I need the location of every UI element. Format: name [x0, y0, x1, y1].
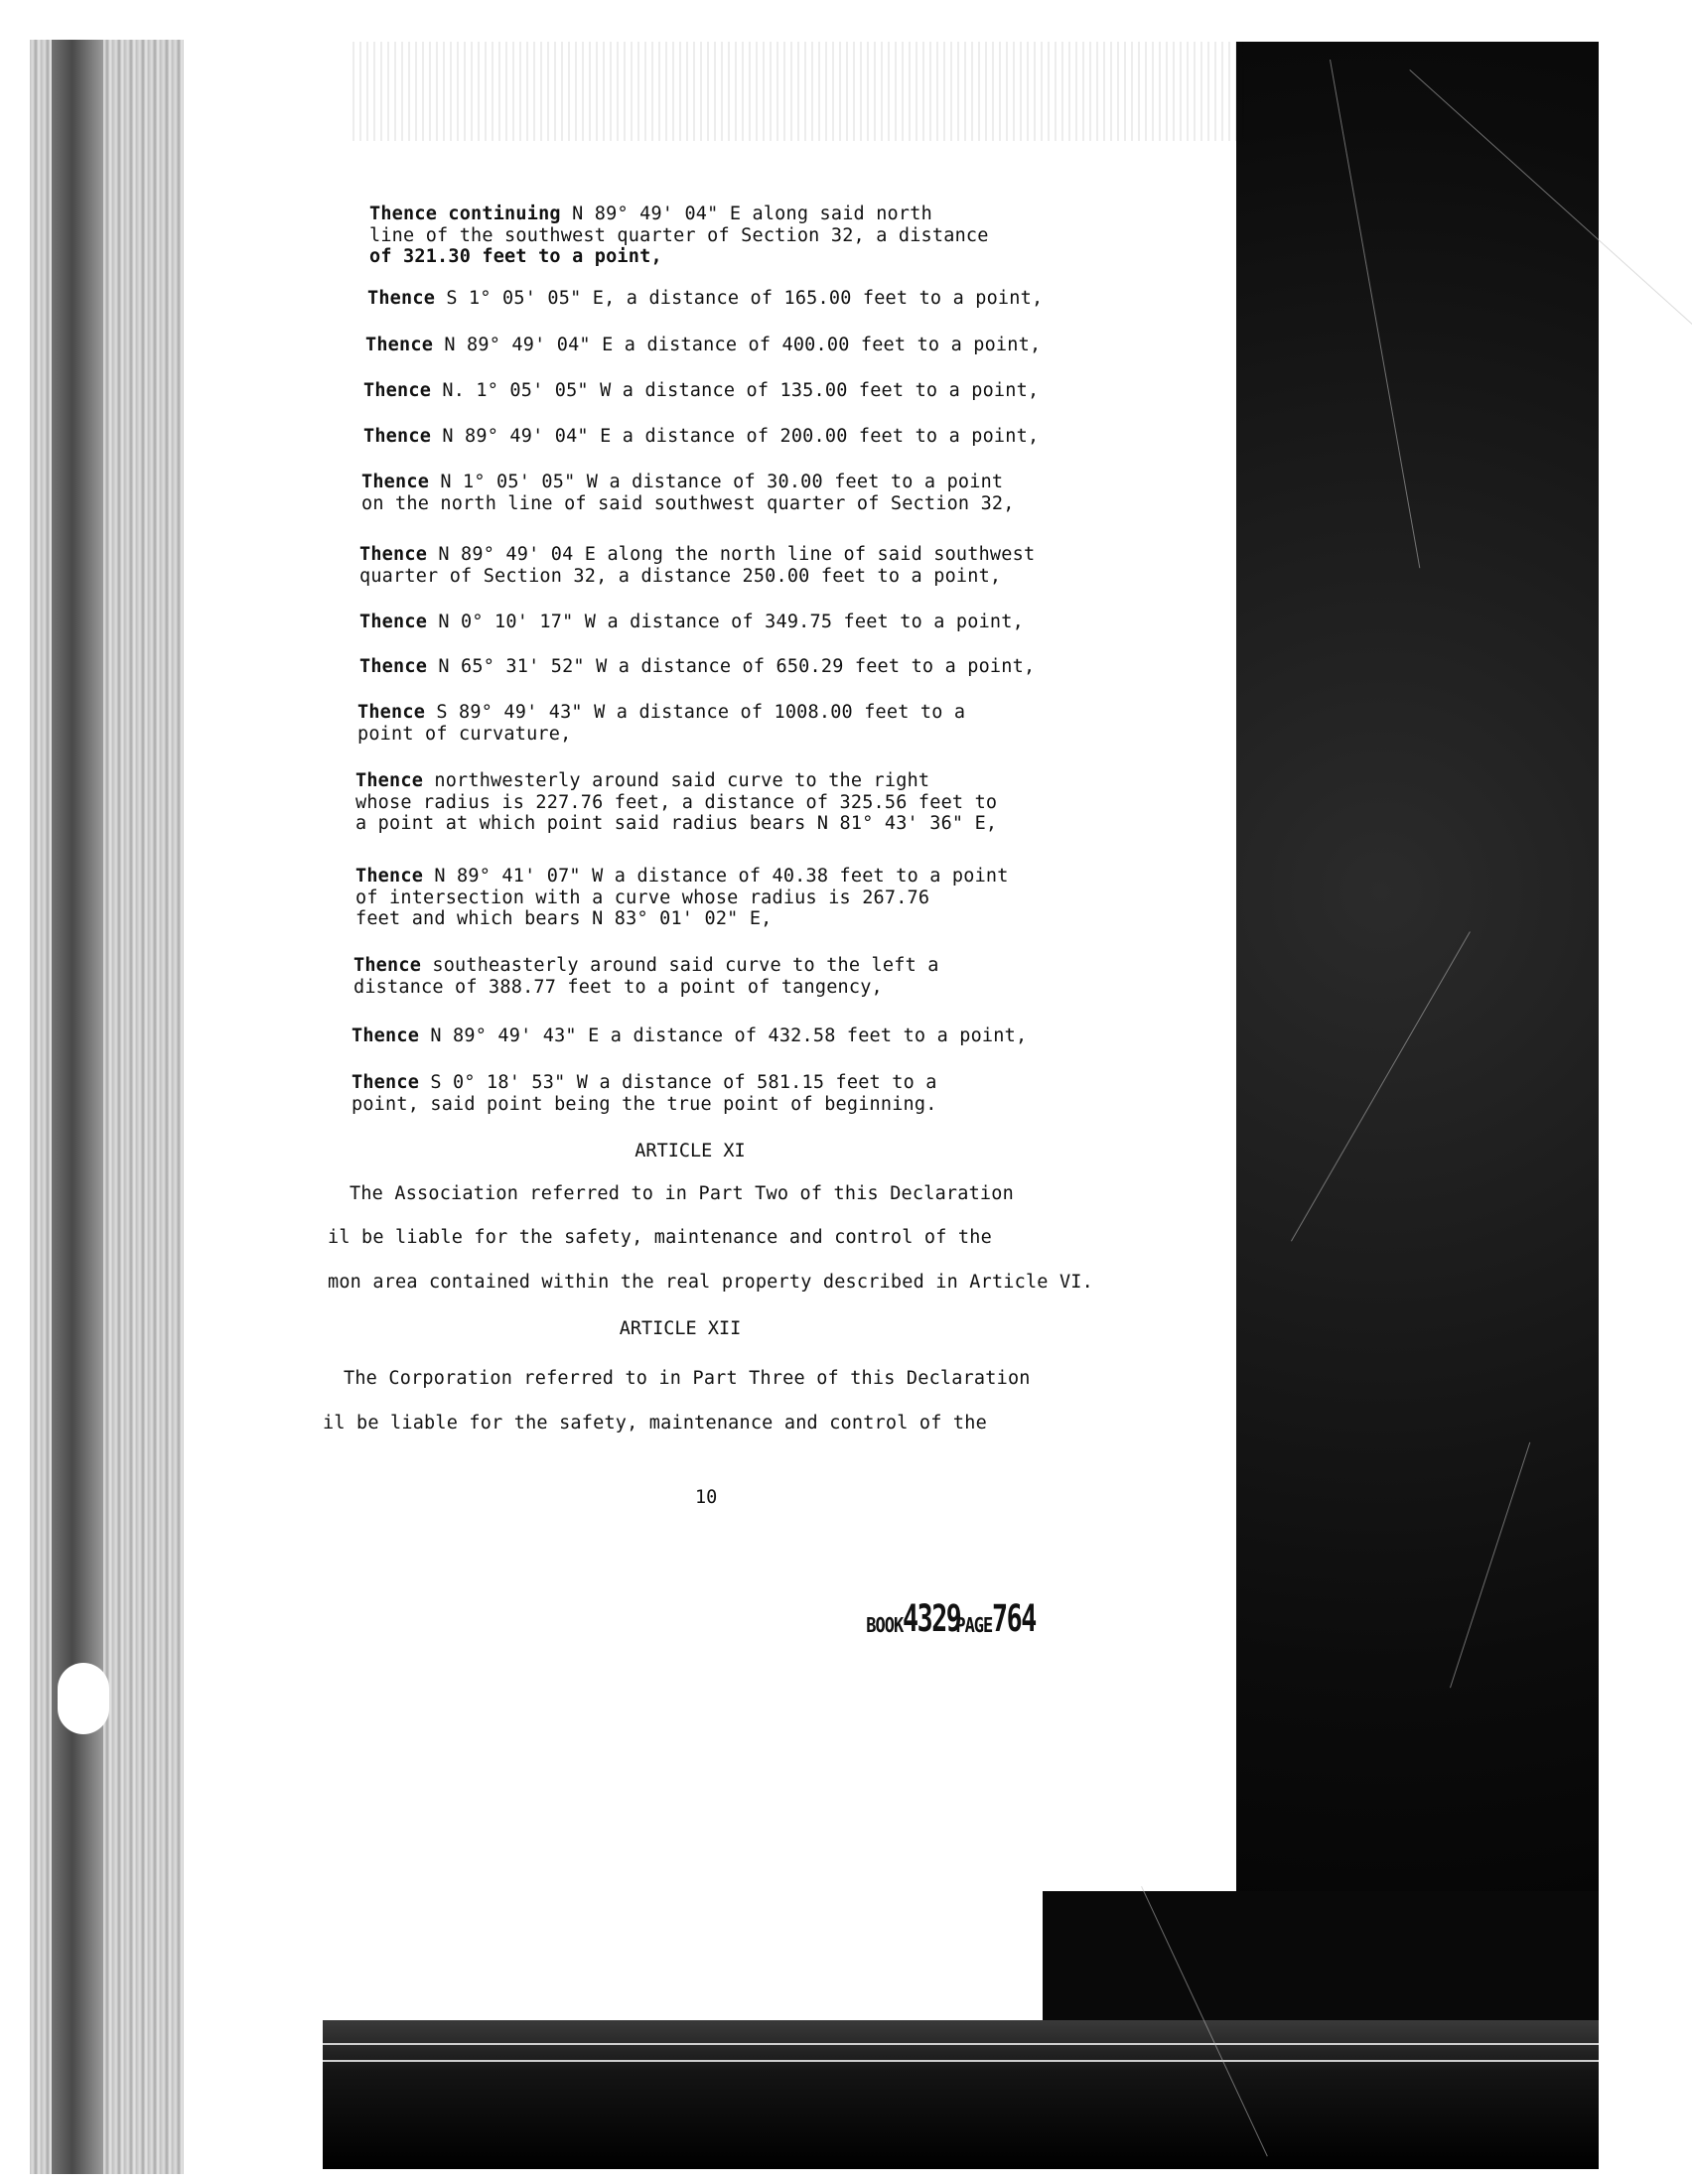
dark-background: [1236, 42, 1599, 2166]
course-paragraph: [363, 426, 1039, 448]
course-line: Thence southeasterly around said curve to the left a: [353, 955, 939, 976]
course-lead: Thence continuing: [369, 204, 561, 224]
course-paragraph: [355, 770, 997, 835]
course-lead: Thence: [359, 544, 428, 565]
course-line: Thence continuing N 89° 49' 04" E along said north: [369, 204, 932, 224]
course-paragraph: [359, 544, 1035, 587]
course-line: Thence N 89° 49' 04" E a distance of 200.00 feet to a point,: [363, 426, 1040, 447]
course-lead: Thence: [352, 1025, 420, 1046]
punch-hole: [58, 1663, 109, 1734]
course-lead: Thence: [352, 1072, 420, 1093]
course-lead: Thence: [359, 612, 428, 632]
course-lead: Thence: [363, 380, 432, 401]
course-lead: Thence: [359, 656, 428, 677]
course-line: Thence N 65° 31' 52" W a distance of 650.29 feet to a point,: [359, 656, 1036, 677]
course-paragraph: [365, 335, 1041, 356]
course-line: Thence N 1° 05' 05" W a distance of 30.00 feet to a point: [361, 472, 1004, 492]
course-line: on the north line of said southwest quarter of Section 32,: [361, 492, 1015, 514]
course-line: of intersection with a curve whose radius is 267.76: [355, 887, 930, 908]
course-line: Thence N 89° 49' 04 E along the north line of said southwest: [359, 544, 1036, 565]
course-lead: Thence: [365, 335, 434, 355]
article-xii-heading: ARTICLE XII: [619, 1318, 742, 1339]
course-line: Thence N 89° 41' 07" W a distance of 40.38 feet to a point: [355, 866, 1009, 887]
course-paragraph: [363, 380, 1039, 402]
course-lead: Thence: [361, 472, 430, 492]
course-line: distance of 388.77 feet to a point of tangency,: [353, 976, 883, 998]
course-line: feet and which bears N 83° 01' 02" E,: [355, 908, 773, 929]
article-xi-line: il be liable for the safety, maintenance and control of the: [328, 1227, 992, 1248]
course-line: Thence N. 1° 05' 05" W a distance of 135.00 feet to a point,: [363, 380, 1040, 401]
recorded-page-number: 764: [992, 1597, 1037, 1640]
page-label: PAGE: [955, 1614, 993, 1638]
course-paragraph: [352, 1072, 937, 1115]
course-line: quarter of Section 32, a distance 250.00 feet to a point,: [359, 565, 1002, 587]
course-line: a point at which point said radius bears N 81° 43' 36" E,: [355, 813, 998, 834]
course-line: point, said point being the true point of beginning.: [352, 1093, 937, 1115]
course-line: point of curvature,: [357, 723, 572, 745]
course-paragraph: [361, 472, 1015, 514]
course-paragraph: [359, 656, 1035, 678]
course-paragraph: [355, 866, 1009, 930]
article-xii-line: The Corporation referred to in Part Three of this Declaration: [344, 1368, 1031, 1389]
course-lead: Thence: [355, 770, 424, 791]
scan-edge-core: [52, 40, 103, 2174]
page-number: 10: [695, 1487, 718, 1508]
article-xii-line: il be liable for the safety, maintenance and control of the: [323, 1413, 987, 1433]
course-line: Thence N 89° 49' 04" E a distance of 400.00 feet to a point,: [365, 335, 1042, 355]
book-number: 4329: [903, 1597, 961, 1640]
course-line: Thence S 89° 49' 43" W a distance of 1008.00 feet to a: [357, 702, 966, 723]
course-paragraph: [367, 288, 1043, 310]
article-xi-line: mon area contained within the real property described in Article VI.: [328, 1272, 1093, 1293]
course-line: whose radius is 227.76 feet, a distance of 325.56 feet to: [355, 791, 998, 813]
table-edge-line: [323, 2043, 1599, 2045]
course-lead: Thence: [367, 288, 436, 309]
course-paragraph: [357, 702, 965, 745]
page-top-grain: [352, 42, 1246, 141]
table-edge-line: [323, 2060, 1599, 2062]
course-line: of 321.30 feet to a point,: [369, 246, 662, 267]
course-line: Thence S 1° 05' 05" E, a distance of 165.00 feet to a point,: [367, 288, 1044, 309]
course-lead: Thence: [353, 955, 422, 976]
course-line: Thence S 0° 18' 53" W a distance of 581.15 feet to a: [352, 1072, 937, 1093]
course-lead: Thence: [357, 702, 426, 723]
course-line: Thence northwesterly around said curve to the right: [355, 770, 930, 791]
article-xi-line: The Association referred to in Part Two of this Declaration: [350, 1183, 1014, 1204]
course-paragraph: [353, 955, 939, 998]
course-lead: Thence: [355, 866, 424, 887]
course-line: line of the southwest quarter of Section 32, a distance: [369, 224, 989, 246]
scan-edge-strip: [30, 40, 184, 2174]
course-paragraph: [359, 612, 1024, 633]
course-lead: Thence: [363, 426, 432, 447]
book-label: BOOK: [866, 1614, 904, 1638]
course-line: Thence N 89° 49' 43" E a distance of 432.58 feet to a point,: [352, 1025, 1028, 1046]
course-line: Thence N 0° 10' 17" W a distance of 349.75 feet to a point,: [359, 612, 1024, 632]
article-xi-heading: ARTICLE XI: [634, 1141, 746, 1161]
course-paragraph: [352, 1025, 1027, 1047]
course-paragraph: [369, 204, 989, 268]
recording-stamp: [847, 1578, 1053, 1640]
